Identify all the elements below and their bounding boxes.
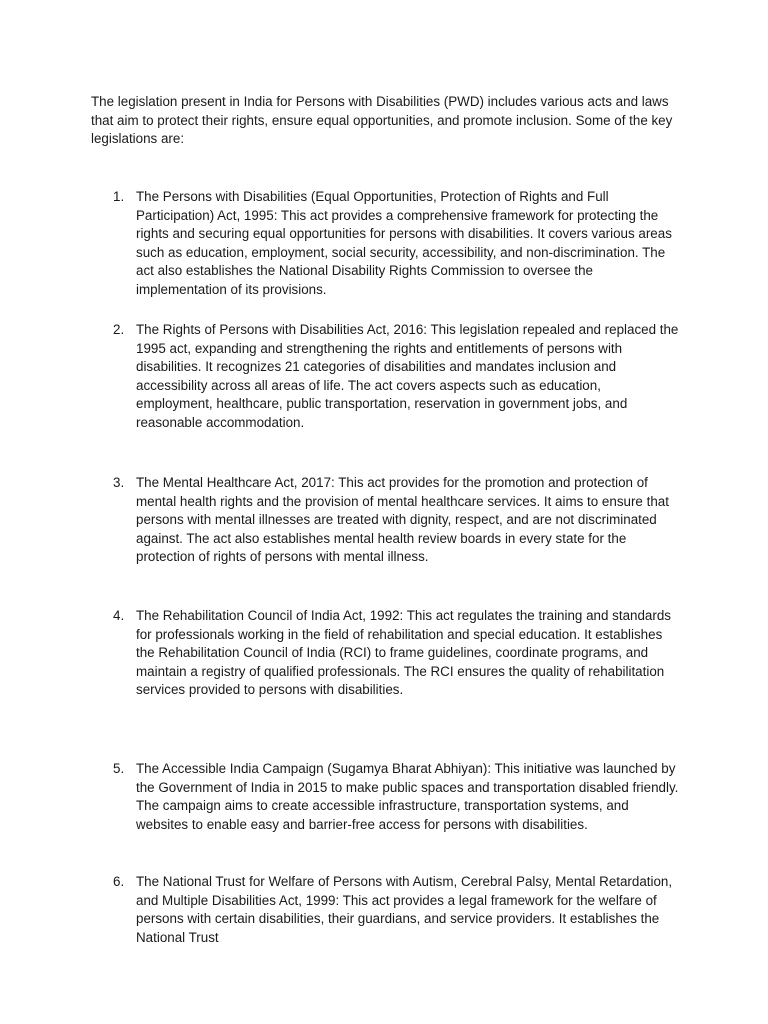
- list-item-text: The Persons with Disabilities (Equal Opportunities, Protection of Rights and Full Participation) Act, 1995: This act provides a comprehensive framework for protecting the rights and securing equal opportunities for persons with disabilities. It covers various areas such as education, employment, social security, accessibility, and non-discrimination. The act also establishes the National Disability Rights Commission to oversee the implementation of its provisions.: [136, 189, 672, 297]
- intro-paragraph: The legislation present in India for Persons with Disabilities (PWD) includes various acts and laws that aim to protect their rights, ensure equal opportunities, and promote inclusion. Some of the key legislations are:: [91, 94, 673, 147]
- list-item-number: 5.: [113, 761, 125, 776]
- list-item-number: 2.: [113, 322, 125, 337]
- list-item-number: 1.: [113, 189, 125, 204]
- list-item-text: The Rights of Persons with Disabilities Act, 2016: This legislation repealed and replaced the 1995 act, expanding and strengthening the rights and entitlements of persons with disabilities. It recognizes 21 categories of disabilities and mandates inclusion and accessibility across all areas of life. The act covers aspects such as education, employment, healthcare, public transportation, reservation in government jobs, and reasonable accommodation.: [136, 322, 679, 430]
- list-item-text: The Accessible India Campaign (Sugamya Bharat Abhiyan): This initiative was launched by the Government of India in 2015 to make public spaces and transportation disabled friendly. The campaign aims to create accessible infrastructure, transportation systems, and websites to enable easy and barrier-free access for persons with disabilities.: [136, 761, 679, 832]
- list-item-number: 4.: [113, 608, 125, 623]
- list-item-number: 6.: [113, 874, 125, 889]
- list-item-number: 3.: [113, 475, 125, 490]
- list-item-text: The Mental Healthcare Act, 2017: This act provides for the promotion and protection of mental health rights and the provision of mental healthcare services. It aims to ensure that persons with mental illnesses are treated with dignity, respect, and are not discriminated against. The act also establishes mental health review boards in every state for the protection of rights of persons with mental illness.: [136, 475, 669, 565]
- list-item-text: The National Trust for Welfare of Persons with Autism, Cerebral Palsy, Mental Retardation, and Multiple Disabilities Act, 1999: This act provides a legal framework for the welfare of persons with certain disabilities, their guardians, and service providers. It establishes the National Trust: [136, 874, 673, 945]
- list-item-text: The Rehabilitation Council of India Act, 1992: This act regulates the training and standards for professionals working in the field of rehabilitation and special education. It establishes the Rehabilitation Council of India (RCI) to frame guidelines, coordinate programs, and maintain a registry of qualified professionals. The RCI ensures the quality of rehabilitation services provided to persons with disabilities.: [136, 608, 671, 698]
